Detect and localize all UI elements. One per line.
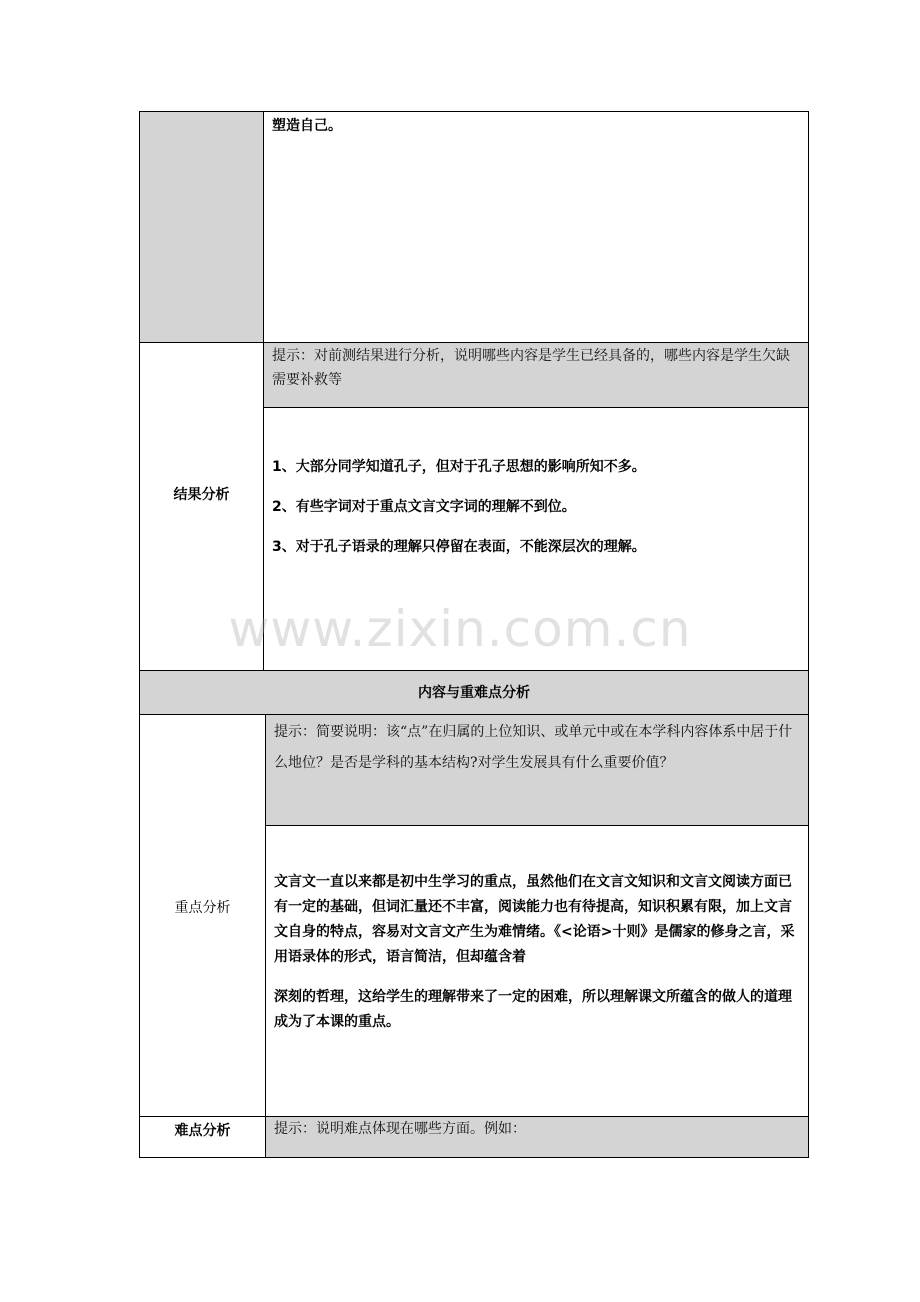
- row1-content-cell: [263, 111, 809, 343]
- result-analysis-item-3: 3、对于孔子语录的理解只停留在表面，不能深层次的理解。: [272, 539, 646, 555]
- result-analysis-hint-cell: [263, 342, 809, 408]
- section-header-title: 内容与重难点分析: [418, 685, 530, 701]
- result-analysis-item-2: 2、有些字词对于重点文言文字词的理解不到位。: [272, 499, 576, 515]
- result-analysis-hint: 提示：对前测结果进行分析，说明哪些内容是学生已经具备的，哪些内容是学生欠缺需要补救等: [272, 348, 790, 388]
- row1-label-cell: [139, 111, 264, 343]
- difficulty-hint: 提示：说明难点体现在哪些方面。例如：: [274, 1121, 526, 1137]
- watermark: www.zixin.com.cn: [228, 600, 692, 658]
- key-point-content-cell: [265, 825, 809, 1117]
- key-point-hint: 提示：简要说明：该“点”在归属的上位知识、或单元中或在本学科内容体系中居于什么地位？是否是学科的基本结构?对学生发展具有什么重要价值？: [274, 724, 793, 771]
- section-header-cell: [139, 670, 809, 715]
- result-analysis-item-1: 1、大部分同学知道孔子，但对于孔子思想的影响所知不多。: [272, 459, 646, 475]
- key-point-body-part2: 深刻的哲理，这给学生的理解带来了一定的困难，所以理解课文所蕴含的做人的道理成为了本课的重点。: [274, 989, 792, 1030]
- row1-content-text: 塑造自己。: [272, 118, 342, 134]
- result-analysis-label: 结果分析: [173, 487, 230, 503]
- key-point-label: 重点分析: [174, 900, 231, 916]
- difficulty-label: 难点分析: [174, 1123, 231, 1139]
- difficulty-label-cell: [139, 1116, 266, 1158]
- key-point-hint-cell: [265, 714, 809, 826]
- difficulty-hint-cell: [265, 1116, 809, 1158]
- key-point-label-cell: [139, 714, 266, 1117]
- key-point-body-part1: 文言文一直以来都是初中生学习的重点，虽然他们在文言文知识和文言文阅读方面已有一定的基础，但词汇量还不丰富，阅读能力也有待提高，知识积累有限，加上文言文自身的特点，容易对文言文产生为难情绪。《<论语>十则》是儒家的修身之言，采用语录体的形式，语言简洁，但却蕴含着: [274, 874, 795, 965]
